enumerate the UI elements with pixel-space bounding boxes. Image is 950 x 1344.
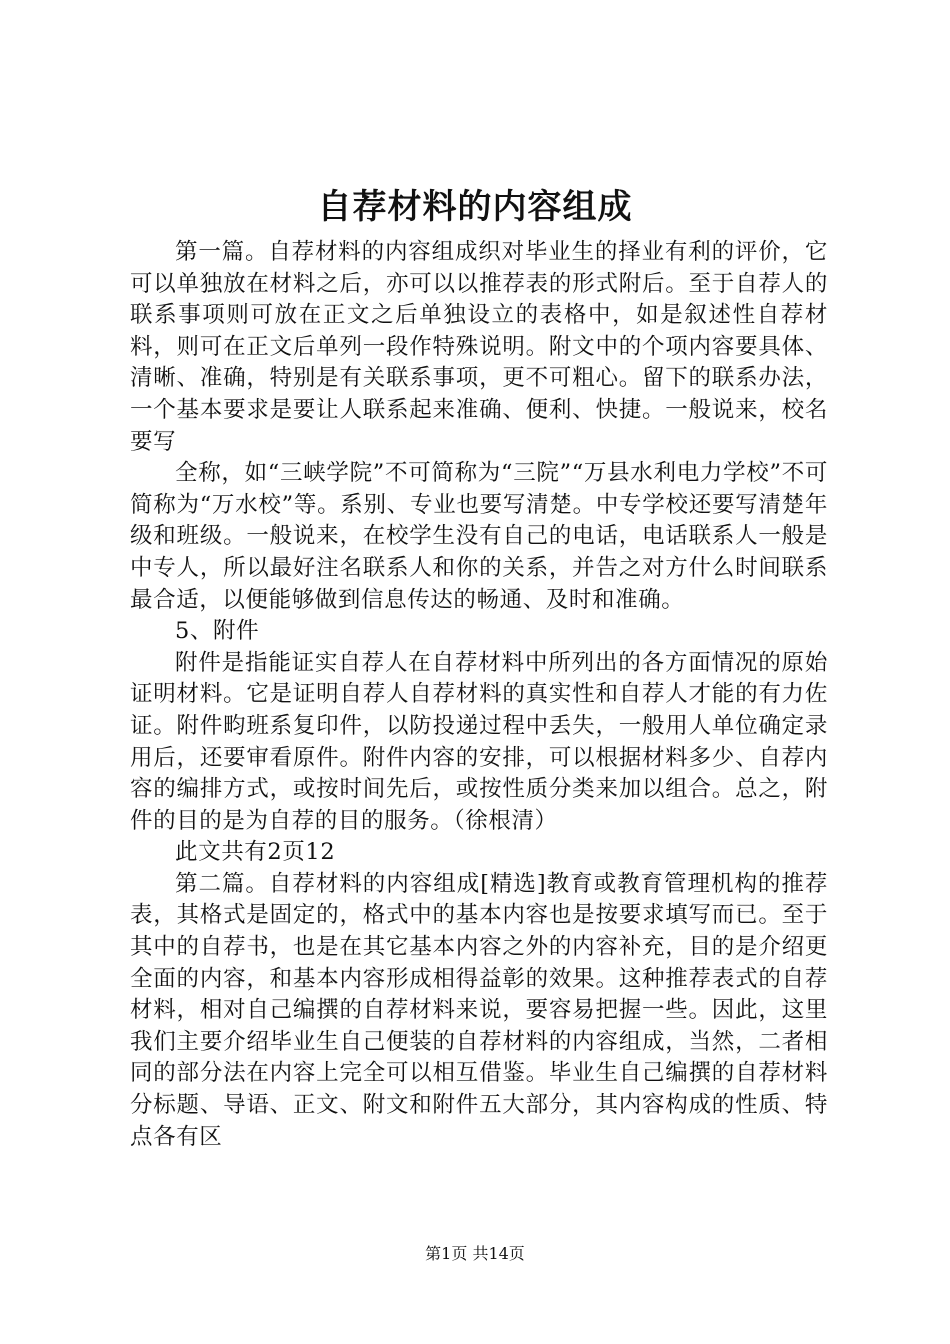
page-footer: 第1页 共14页	[425, 1244, 525, 1263]
document-title: 自荐材料的内容组成	[317, 187, 633, 227]
document-body	[130, 237, 828, 1153]
paragraph-4: 附件是指能证实自荐人在自荐材料中所列出的各方面情况的原始证明材料。它是证明自荐人自荐材料的真实性和自荐人才能的有力佐证。附件畇班系复印件，以防投递过程中丢失，一般用人单位确定录用后，还要审看原件。附件内容的安排，可以根据材料多少、自荐内容的编排方式，或按时间先后，或按性质分类来加以组合。总之，附件的目的是为自荐的目的服务。（徐根清）	[130, 649, 828, 834]
paragraph-2: 全称，如“三峡学院”不可简称为“三院”“万县水利电力学校”不可简称为“万水校”等。系别、专业也要写清楚。中专学校还要写清楚年级和班级。一般说来，在校学生没有自己的电话，电话联系人一般是中专人，所以最好注名联系人和你的关系，并告之对方什么时间联系最合适，以便能够做到信息传达的畅通、及时和准确。	[130, 460, 828, 613]
paragraph-1: 第一篇。自荐材料的内容组成织对毕业生的择业有利的评价，它可以单独放在材料之后，亦可以以推荐表的形式附后。至于自荐人的联系事项则可放在正文之后单独设立的表格中，如是叙述性自荐材料，则可在正文后单列一段作特殊说明。附文中的个项内容要具体、清晰、准确，特别是有关联系事项，更不可粗心。留下的联系办法，一个基本要求是要让人联系起来准确、便利、快捷。一般说来，校名要写	[130, 239, 828, 455]
paragraph-6: 第二篇。自荐材料的内容组成[精选]教育或教育管理机构的推荐表，其格式是固定的，格式中的基本内容也是按要求填写而已。至于其中的自荐书，也是在其它基本内容之外的内容补充，目的是介绍更全面的内容，和基本内容形成相得益彰的效果。这种推荐表式的自荐材料，相对自己编撰的自荐材料来说，要容易把握一些。因此，这里我们主要介绍毕业生自己便装的自荐材料的内容组成，当然，二者相同的部分法在内容上完全可以相互借鉴。毕业生自己编撰的自荐材料分标题、导语、正文、附文和附件五大部分，其内容构成的性质、特点各有区	[130, 870, 828, 1150]
paragraph-3-heading: 5、附件	[175, 618, 260, 645]
paragraph-5-note: 此文共有2页12	[175, 839, 336, 866]
